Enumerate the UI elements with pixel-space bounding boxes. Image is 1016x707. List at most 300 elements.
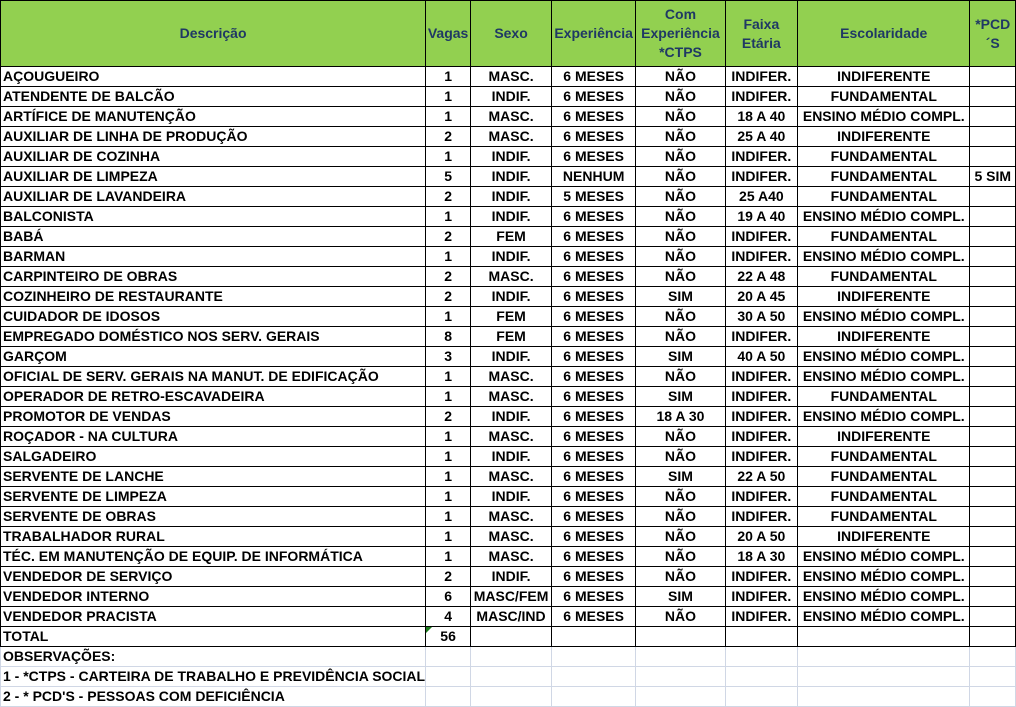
header-row — [1, 1, 1016, 67]
cell-faixa-etaria[interactable]: INDIFER. — [725, 607, 797, 627]
cell-vagas[interactable]: 1 — [426, 207, 471, 227]
table-row — [1, 107, 1016, 127]
cell-experiencia[interactable]: 6 MESES — [552, 247, 636, 267]
cell-sexo[interactable]: MASC. — [471, 267, 552, 287]
cell-descricao[interactable]: SERVENTE DE LANCHE — [1, 467, 426, 487]
cell-experiencia[interactable]: 6 MESES — [552, 87, 636, 107]
cell-pcds[interactable] — [970, 307, 1016, 327]
empty-cell[interactable] — [970, 627, 1016, 647]
cell-descricao[interactable]: EMPREGADO DOMÉSTICO NOS SERV. GERAIS — [1, 327, 426, 347]
note-row — [1, 667, 1016, 687]
cell-com-experiencia[interactable]: SIM — [636, 587, 725, 607]
cell-sexo[interactable]: MASC/IND — [471, 607, 552, 627]
empty-cell[interactable] — [552, 667, 636, 687]
cell-vagas[interactable]: 1 — [426, 67, 471, 87]
formula-indicator-icon — [426, 627, 432, 633]
cell-experiencia[interactable]: 5 MESES — [552, 187, 636, 207]
cell-escolaridade[interactable]: FUNDAMENTAL — [798, 447, 970, 467]
cell-com-experiencia[interactable]: NÃO — [636, 367, 725, 387]
cell-faixa-etaria[interactable]: INDIFER. — [725, 67, 797, 87]
cell-com-experiencia[interactable]: NÃO — [636, 427, 725, 447]
cell-sexo[interactable]: INDIF. — [471, 447, 552, 467]
cell-descricao[interactable]: ROÇADOR - NA CULTURA — [1, 427, 426, 447]
table-row — [1, 467, 1016, 487]
cell-descricao[interactable]: CUIDADOR DE IDOSOS — [1, 307, 426, 327]
cell-com-experiencia[interactable]: NÃO — [636, 167, 725, 187]
empty-cell[interactable] — [552, 687, 636, 707]
cell-experiencia[interactable]: NENHUM — [552, 167, 636, 187]
cell-experiencia[interactable]: 6 MESES — [552, 387, 636, 407]
cell-descricao[interactable]: TÉC. EM MANUTENÇÃO DE EQUIP. DE INFORMÁTICA — [1, 547, 426, 567]
note-cell[interactable] — [1, 647, 426, 667]
total-value-cell[interactable] — [426, 627, 471, 647]
cell-vagas[interactable]: 4 — [426, 607, 471, 627]
observations-title: OBSERVAÇÕES: — [3, 648, 116, 664]
cell-faixa-etaria[interactable]: INDIFER. — [725, 567, 797, 587]
empty-cell[interactable] — [426, 647, 471, 667]
cell-sexo[interactable]: INDIF. — [471, 187, 552, 207]
cell-com-experiencia[interactable]: NÃO — [636, 447, 725, 467]
note-cell[interactable] — [1, 687, 426, 707]
empty-cell[interactable] — [471, 647, 552, 667]
cell-descricao[interactable]: ARTÍFICE DE MANUTENÇÃO — [1, 107, 426, 127]
cell-com-experiencia[interactable]: NÃO — [636, 127, 725, 147]
cell-com-experiencia[interactable]: SIM — [636, 467, 725, 487]
cell-sexo[interactable]: INDIF. — [471, 487, 552, 507]
cell-escolaridade[interactable]: ENSINO MÉDIO COMPL. — [798, 587, 970, 607]
cell-escolaridade[interactable]: ENSINO MÉDIO COMPL. — [798, 307, 970, 327]
cell-sexo[interactable]: MASC. — [471, 427, 552, 447]
cell-vagas[interactable]: 1 — [426, 467, 471, 487]
cell-sexo[interactable]: INDIF. — [471, 207, 552, 227]
empty-cell[interactable] — [798, 687, 970, 707]
empty-cell[interactable] — [426, 667, 471, 687]
header-vagas: Vagas — [426, 1, 471, 67]
cell-faixa-etaria[interactable]: 30 A 50 — [725, 307, 797, 327]
cell-faixa-etaria[interactable]: INDIFER. — [725, 387, 797, 407]
cell-com-experiencia[interactable]: NÃO — [636, 227, 725, 247]
cell-vagas[interactable]: 1 — [426, 547, 471, 567]
cell-sexo[interactable]: FEM — [471, 307, 552, 327]
note-row — [1, 687, 1016, 707]
empty-cell[interactable] — [798, 647, 970, 667]
cell-faixa-etaria[interactable]: INDIFER. — [725, 507, 797, 527]
cell-vagas[interactable]: 1 — [426, 507, 471, 527]
cell-escolaridade[interactable]: FUNDAMENTAL — [798, 267, 970, 287]
cell-descricao[interactable]: PROMOTOR DE VENDAS — [1, 407, 426, 427]
cell-descricao[interactable]: VENDEDOR INTERNO — [1, 587, 426, 607]
cell-sexo[interactable]: INDIF. — [471, 287, 552, 307]
cell-vagas[interactable]: 1 — [426, 387, 471, 407]
cell-escolaridade[interactable]: FUNDAMENTAL — [798, 87, 970, 107]
cell-descricao[interactable]: AUXILIAR DE LAVANDEIRA — [1, 187, 426, 207]
cell-com-experiencia[interactable]: NÃO — [636, 527, 725, 547]
cell-faixa-etaria[interactable]: 20 A 45 — [725, 287, 797, 307]
cell-experiencia[interactable]: 6 MESES — [552, 507, 636, 527]
cell-experiencia[interactable]: 6 MESES — [552, 547, 636, 567]
empty-cell[interactable] — [636, 647, 725, 667]
cell-faixa-etaria[interactable]: 25 A40 — [725, 187, 797, 207]
cell-descricao[interactable]: OFICIAL DE SERV. GERAIS NA MANUT. DE EDIFICAÇÃO — [1, 367, 426, 387]
cell-pcds[interactable] — [970, 287, 1016, 307]
cell-faixa-etaria[interactable]: 20 A 50 — [725, 527, 797, 547]
empty-cell[interactable] — [471, 667, 552, 687]
empty-cell[interactable] — [970, 687, 1016, 707]
cell-experiencia[interactable]: 6 MESES — [552, 207, 636, 227]
cell-pcds[interactable] — [970, 187, 1016, 207]
cell-faixa-etaria[interactable]: 40 A 50 — [725, 347, 797, 367]
table-row — [1, 367, 1016, 387]
cell-sexo[interactable]: MASC. — [471, 507, 552, 527]
cell-experiencia[interactable]: 6 MESES — [552, 467, 636, 487]
table-row — [1, 287, 1016, 307]
table-row — [1, 487, 1016, 507]
cell-faixa-etaria[interactable]: INDIFER. — [725, 147, 797, 167]
cell-vagas[interactable]: 2 — [426, 407, 471, 427]
cell-escolaridade[interactable]: ENSINO MÉDIO COMPL. — [798, 407, 970, 427]
cell-pcds[interactable] — [970, 207, 1016, 227]
cell-faixa-etaria[interactable]: INDIFER. — [725, 367, 797, 387]
cell-descricao[interactable]: CARPINTEIRO DE OBRAS — [1, 267, 426, 287]
cell-experiencia[interactable]: 6 MESES — [552, 367, 636, 387]
cell-pcds[interactable] — [970, 407, 1016, 427]
cell-faixa-etaria[interactable]: INDIFER. — [725, 327, 797, 347]
cell-escolaridade[interactable]: FUNDAMENTAL — [798, 467, 970, 487]
cell-descricao[interactable]: AUXILIAR DE LINHA DE PRODUÇÃO — [1, 127, 426, 147]
cell-escolaridade[interactable]: FUNDAMENTAL — [798, 147, 970, 167]
table-row — [1, 307, 1016, 327]
table-row — [1, 167, 1016, 187]
cell-pcds[interactable] — [970, 127, 1016, 147]
cell-descricao[interactable]: VENDEDOR DE SERVIÇO — [1, 567, 426, 587]
cell-vagas[interactable]: 1 — [426, 527, 471, 547]
header-pcds: *PCD´S — [970, 1, 1016, 67]
cell-com-experiencia[interactable]: NÃO — [636, 487, 725, 507]
cell-faixa-etaria[interactable]: INDIFER. — [725, 167, 797, 187]
cell-escolaridade[interactable]: INDIFERENTE — [798, 127, 970, 147]
cell-faixa-etaria[interactable]: INDIFER. — [725, 587, 797, 607]
cell-sexo[interactable]: MASC. — [471, 107, 552, 127]
total-label[interactable]: TOTAL — [1, 627, 426, 647]
table-row — [1, 227, 1016, 247]
cell-experiencia[interactable]: 6 MESES — [552, 127, 636, 147]
table-row — [1, 527, 1016, 547]
table-row — [1, 407, 1016, 427]
empty-cell[interactable] — [725, 627, 797, 647]
empty-cell[interactable] — [636, 667, 725, 687]
table-row — [1, 567, 1016, 587]
cell-pcds[interactable] — [970, 67, 1016, 87]
cell-pcds[interactable] — [970, 367, 1016, 387]
cell-escolaridade[interactable]: INDIFERENTE — [798, 67, 970, 87]
cell-vagas[interactable]: 2 — [426, 127, 471, 147]
cell-escolaridade[interactable]: INDIFERENTE — [798, 327, 970, 347]
cell-com-experiencia[interactable]: SIM — [636, 387, 725, 407]
cell-pcds[interactable] — [970, 107, 1016, 127]
table-row — [1, 127, 1016, 147]
cell-pcds[interactable] — [970, 447, 1016, 467]
cell-sexo[interactable]: INDIF. — [471, 247, 552, 267]
cell-escolaridade[interactable]: FUNDAMENTAL — [798, 167, 970, 187]
cell-descricao[interactable]: BARMAN — [1, 247, 426, 267]
cell-escolaridade[interactable]: FUNDAMENTAL — [798, 387, 970, 407]
cell-pcds[interactable]: 5 SIM — [970, 167, 1016, 187]
cell-com-experiencia[interactable]: NÃO — [636, 247, 725, 267]
cell-descricao[interactable]: SALGADEIRO — [1, 447, 426, 467]
cell-vagas[interactable]: 1 — [426, 247, 471, 267]
cell-sexo[interactable]: FEM — [471, 227, 552, 247]
cell-faixa-etaria[interactable]: INDIFER. — [725, 447, 797, 467]
cell-escolaridade[interactable]: ENSINO MÉDIO COMPL. — [798, 547, 970, 567]
cell-pcds[interactable] — [970, 227, 1016, 247]
cell-pcds[interactable] — [970, 587, 1016, 607]
cell-sexo[interactable]: INDIF. — [471, 567, 552, 587]
table-row — [1, 67, 1016, 87]
cell-faixa-etaria[interactable]: INDIFER. — [725, 427, 797, 447]
cell-com-experiencia[interactable]: NÃO — [636, 87, 725, 107]
cell-escolaridade[interactable]: FUNDAMENTAL — [798, 507, 970, 527]
cell-experiencia[interactable]: 6 MESES — [552, 607, 636, 627]
cell-pcds[interactable] — [970, 387, 1016, 407]
cell-escolaridade[interactable]: ENSINO MÉDIO COMPL. — [798, 207, 970, 227]
cell-descricao[interactable]: OPERADOR DE RETRO-ESCAVADEIRA — [1, 387, 426, 407]
empty-cell[interactable] — [636, 627, 725, 647]
cell-experiencia[interactable]: 6 MESES — [552, 567, 636, 587]
cell-escolaridade[interactable]: FUNDAMENTAL — [798, 187, 970, 207]
header-experiencia: Experiência — [552, 1, 636, 67]
cell-descricao[interactable]: AUXILIAR DE COZINHA — [1, 147, 426, 167]
cell-sexo[interactable]: INDIF. — [471, 347, 552, 367]
cell-faixa-etaria[interactable]: 19 A 40 — [725, 207, 797, 227]
cell-pcds[interactable] — [970, 487, 1016, 507]
cell-sexo[interactable]: MASC. — [471, 527, 552, 547]
cell-vagas[interactable]: 1 — [426, 307, 471, 327]
cell-pcds[interactable] — [970, 247, 1016, 267]
cell-com-experiencia[interactable]: NÃO — [636, 547, 725, 567]
empty-cell[interactable] — [970, 667, 1016, 687]
cell-experiencia[interactable]: 6 MESES — [552, 447, 636, 467]
cell-sexo[interactable]: MASC. — [471, 467, 552, 487]
cell-escolaridade[interactable]: INDIFERENTE — [798, 287, 970, 307]
empty-cell[interactable] — [426, 687, 471, 707]
cell-com-experiencia[interactable]: NÃO — [636, 307, 725, 327]
cell-pcds[interactable] — [970, 607, 1016, 627]
cell-com-experiencia[interactable]: NÃO — [636, 147, 725, 167]
empty-cell[interactable] — [471, 687, 552, 707]
empty-cell[interactable] — [725, 667, 797, 687]
cell-vagas[interactable]: 8 — [426, 327, 471, 347]
cell-escolaridade[interactable]: INDIFERENTE — [798, 527, 970, 547]
empty-cell[interactable] — [798, 627, 970, 647]
cell-experiencia[interactable]: 6 MESES — [552, 347, 636, 367]
header-com-experiencia: Com Experiência *CTPS — [636, 1, 725, 67]
cell-escolaridade[interactable]: ENSINO MÉDIO COMPL. — [798, 247, 970, 267]
cell-faixa-etaria[interactable]: 22 A 48 — [725, 267, 797, 287]
cell-pcds[interactable] — [970, 507, 1016, 527]
cell-vagas[interactable]: 1 — [426, 487, 471, 507]
cell-faixa-etaria[interactable]: INDIFER. — [725, 87, 797, 107]
cell-sexo[interactable]: MASC/FEM — [471, 587, 552, 607]
cell-com-experiencia[interactable]: 18 A 30 — [636, 407, 725, 427]
cell-descricao[interactable]: BABÁ — [1, 227, 426, 247]
cell-experiencia[interactable]: 6 MESES — [552, 587, 636, 607]
cell-faixa-etaria[interactable]: 18 A 30 — [725, 547, 797, 567]
cell-vagas[interactable]: 3 — [426, 347, 471, 367]
cell-sexo[interactable]: INDIF. — [471, 407, 552, 427]
table-row — [1, 327, 1016, 347]
cell-pcds[interactable] — [970, 87, 1016, 107]
cell-com-experiencia[interactable]: NÃO — [636, 67, 725, 87]
cell-com-experiencia[interactable]: SIM — [636, 287, 725, 307]
cell-pcds[interactable] — [970, 267, 1016, 287]
cell-faixa-etaria[interactable]: 18 A 40 — [725, 107, 797, 127]
cell-com-experiencia[interactable]: NÃO — [636, 187, 725, 207]
observation-note-1: 1 - *CTPS - CARTEIRA DE TRABALHO E PREVIDÊNCIA SOCIAL — [3, 668, 426, 684]
empty-cell[interactable] — [471, 627, 552, 647]
cell-pcds[interactable] — [970, 147, 1016, 167]
cell-vagas[interactable]: 1 — [426, 367, 471, 387]
cell-vagas[interactable]: 1 — [426, 147, 471, 167]
cell-vagas[interactable]: 5 — [426, 167, 471, 187]
cell-descricao[interactable]: ATENDENTE DE BALCÃO — [1, 87, 426, 107]
cell-experiencia[interactable]: 6 MESES — [552, 307, 636, 327]
cell-escolaridade[interactable]: ENSINO MÉDIO COMPL. — [798, 607, 970, 627]
cell-sexo[interactable]: MASC. — [471, 127, 552, 147]
cell-escolaridade[interactable]: INDIFERENTE — [798, 427, 970, 447]
cell-vagas[interactable]: 2 — [426, 287, 471, 307]
cell-escolaridade[interactable]: ENSINO MÉDIO COMPL. — [798, 347, 970, 367]
cell-escolaridade[interactable]: ENSINO MÉDIO COMPL. — [798, 367, 970, 387]
cell-com-experiencia[interactable]: NÃO — [636, 507, 725, 527]
cell-com-experiencia[interactable]: NÃO — [636, 267, 725, 287]
cell-pcds[interactable] — [970, 467, 1016, 487]
cell-faixa-etaria[interactable]: 25 A 40 — [725, 127, 797, 147]
header-faixa-etaria: Faixa Etária — [725, 1, 797, 67]
cell-experiencia[interactable]: 6 MESES — [552, 67, 636, 87]
empty-cell[interactable] — [798, 667, 970, 687]
cell-pcds[interactable] — [970, 327, 1016, 347]
cell-descricao[interactable]: AÇOUGUEIRO — [1, 67, 426, 87]
total-value: 56 — [440, 628, 456, 644]
note-row — [1, 647, 1016, 667]
table-row — [1, 607, 1016, 627]
cell-vagas[interactable]: 1 — [426, 107, 471, 127]
table-row — [1, 247, 1016, 267]
cell-com-experiencia[interactable]: NÃO — [636, 327, 725, 347]
cell-escolaridade[interactable]: FUNDAMENTAL — [798, 487, 970, 507]
cell-com-experiencia[interactable]: NÃO — [636, 567, 725, 587]
cell-sexo[interactable]: MASC. — [471, 367, 552, 387]
table-row — [1, 427, 1016, 447]
cell-faixa-etaria[interactable]: INDIFER. — [725, 227, 797, 247]
cell-com-experiencia[interactable]: NÃO — [636, 207, 725, 227]
cell-experiencia[interactable]: 6 MESES — [552, 427, 636, 447]
cell-descricao[interactable]: SERVENTE DE OBRAS — [1, 507, 426, 527]
cell-vagas[interactable]: 2 — [426, 227, 471, 247]
empty-cell[interactable] — [970, 647, 1016, 667]
cell-experiencia[interactable]: 6 MESES — [552, 487, 636, 507]
cell-sexo[interactable]: INDIF. — [471, 147, 552, 167]
observation-note-2: 2 - * PCD'S - PESSOAS COM DEFICIÊNCIA — [3, 688, 285, 704]
empty-cell[interactable] — [725, 647, 797, 667]
cell-vagas[interactable]: 1 — [426, 447, 471, 467]
cell-vagas[interactable]: 2 — [426, 187, 471, 207]
cell-faixa-etaria[interactable]: 22 A 50 — [725, 467, 797, 487]
cell-experiencia[interactable]: 6 MESES — [552, 327, 636, 347]
cell-experiencia[interactable]: 6 MESES — [552, 527, 636, 547]
cell-sexo[interactable]: MASC. — [471, 67, 552, 87]
cell-descricao[interactable]: BALCONISTA — [1, 207, 426, 227]
cell-experiencia[interactable]: 6 MESES — [552, 147, 636, 167]
cell-vagas[interactable]: 1 — [426, 427, 471, 447]
cell-escolaridade[interactable]: FUNDAMENTAL — [798, 227, 970, 247]
table-row — [1, 267, 1016, 287]
empty-cell[interactable] — [552, 627, 636, 647]
cell-pcds[interactable] — [970, 547, 1016, 567]
cell-sexo[interactable]: INDIF. — [471, 167, 552, 187]
header-escolaridade: Escolaridade — [798, 1, 970, 67]
total-row — [1, 627, 1016, 647]
cell-experiencia[interactable]: 6 MESES — [552, 267, 636, 287]
empty-cell[interactable] — [552, 647, 636, 667]
cell-descricao[interactable]: AUXILIAR DE LIMPEZA — [1, 167, 426, 187]
cell-experiencia[interactable]: 6 MESES — [552, 227, 636, 247]
cell-faixa-etaria[interactable]: INDIFER. — [725, 247, 797, 267]
table-row — [1, 547, 1016, 567]
cell-experiencia[interactable]: 6 MESES — [552, 407, 636, 427]
table-row — [1, 147, 1016, 167]
cell-sexo[interactable]: INDIF. — [471, 87, 552, 107]
cell-pcds[interactable] — [970, 427, 1016, 447]
note-cell[interactable] — [1, 667, 426, 687]
cell-pcds[interactable] — [970, 527, 1016, 547]
cell-descricao[interactable]: SERVENTE DE LIMPEZA — [1, 487, 426, 507]
cell-descricao[interactable]: TRABALHADOR RURAL — [1, 527, 426, 547]
table-row — [1, 587, 1016, 607]
cell-com-experiencia[interactable]: SIM — [636, 347, 725, 367]
cell-sexo[interactable]: FEM — [471, 327, 552, 347]
cell-escolaridade[interactable]: ENSINO MÉDIO COMPL. — [798, 567, 970, 587]
header-descricao: Descrição — [1, 1, 426, 67]
cell-vagas[interactable]: 2 — [426, 567, 471, 587]
empty-cell[interactable] — [636, 687, 725, 707]
empty-cell[interactable] — [725, 687, 797, 707]
cell-vagas[interactable]: 2 — [426, 267, 471, 287]
cell-sexo[interactable]: MASC. — [471, 387, 552, 407]
table-row — [1, 87, 1016, 107]
table-row — [1, 347, 1016, 367]
cell-vagas[interactable]: 6 — [426, 587, 471, 607]
table-row — [1, 447, 1016, 467]
cell-descricao[interactable]: VENDEDOR PRACISTA — [1, 607, 426, 627]
table-row — [1, 387, 1016, 407]
cell-sexo[interactable]: MASC. — [471, 547, 552, 567]
cell-descricao[interactable]: COZINHEIRO DE RESTAURANTE — [1, 287, 426, 307]
cell-vagas[interactable]: 1 — [426, 87, 471, 107]
table-body — [1, 67, 1016, 707]
table-row — [1, 207, 1016, 227]
cell-escolaridade[interactable]: ENSINO MÉDIO COMPL. — [798, 107, 970, 127]
cell-pcds[interactable] — [970, 567, 1016, 587]
cell-com-experiencia[interactable]: NÃO — [636, 107, 725, 127]
cell-pcds[interactable] — [970, 347, 1016, 367]
cell-com-experiencia[interactable]: NÃO — [636, 607, 725, 627]
cell-experiencia[interactable]: 6 MESES — [552, 287, 636, 307]
cell-faixa-etaria[interactable]: INDIFER. — [725, 407, 797, 427]
cell-experiencia[interactable]: 6 MESES — [552, 107, 636, 127]
cell-descricao[interactable]: GARÇOM — [1, 347, 426, 367]
cell-faixa-etaria[interactable]: INDIFER. — [725, 487, 797, 507]
